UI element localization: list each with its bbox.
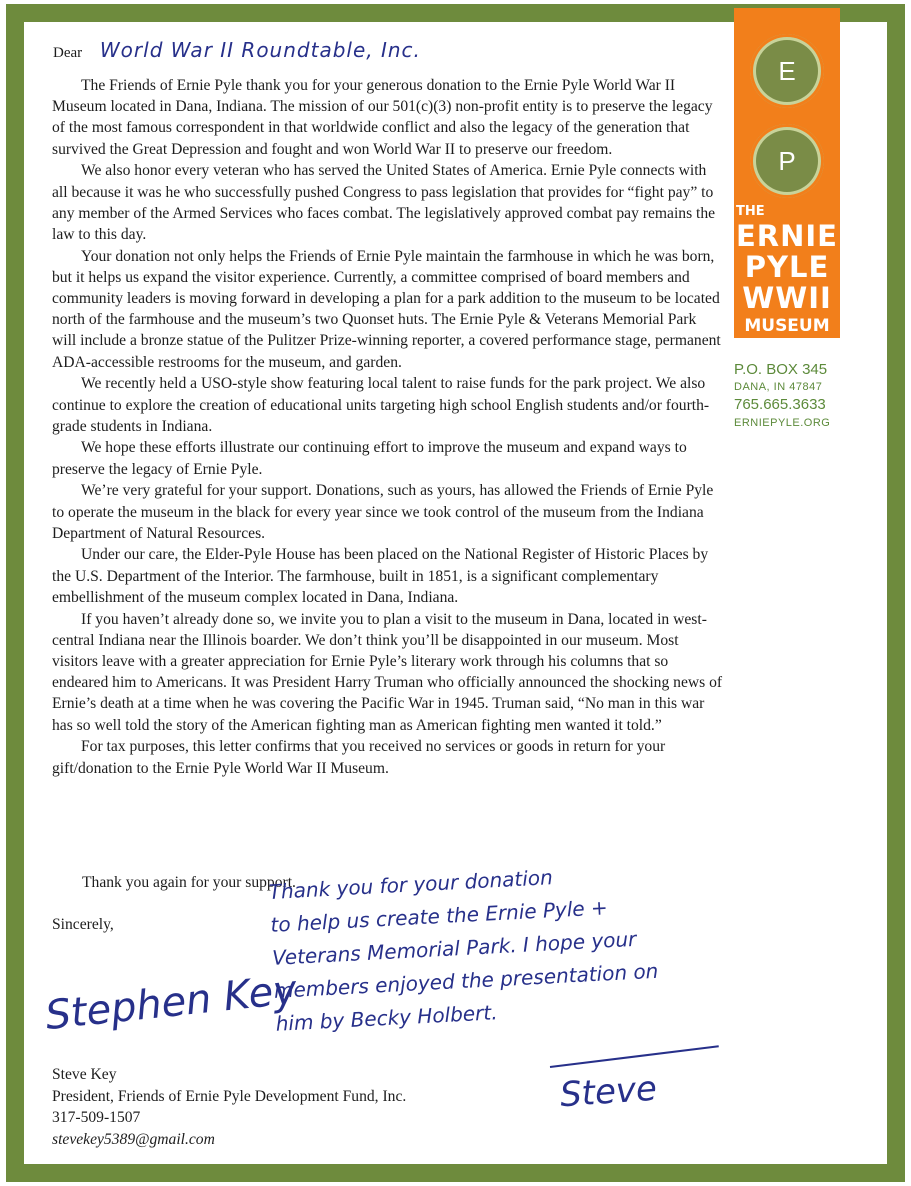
signature-short: Steve bbox=[558, 1068, 659, 1116]
museum-website: ERNIEPYLE.ORG bbox=[734, 417, 831, 429]
paragraph-veterans: We also honor every veteran who has served the United States of America. Ernie Pyle connects with all because it was he who successfully pushed Congress to pass legislation that provides for “fight pay” to any member of the Armed Services who faces combat. The legislatively approved combat pay remains the law to this day. bbox=[52, 162, 716, 243]
museum-wordmark bbox=[734, 204, 840, 338]
wordmark-museum: MUSEUM bbox=[744, 316, 830, 336]
handwritten-addressee: World War II Roundtable, Inc. bbox=[99, 38, 421, 62]
wordmark-pyle: PYLE bbox=[744, 250, 830, 284]
note-line: members enjoyed the presentation on bbox=[273, 958, 659, 1003]
paragraph-visit: If you haven’t already done so, we invite you to plan a visit to the museum in Dana, located in west-central Indiana near the Illinois boarder. We don’t think you’ll be disappointed in our museum. Most visitors leave with a greater appreciation for Ernie Pyle’s literary work through his columns that so endeared him to Americans. It was President Harry Truman who officially announced the shocking news of Ernie’s death at a time when he was covering the Pacific War in 1945. Truman said, “No man in this war has so well told the story of the American fighting man as American fighting men wanted it told.” bbox=[52, 610, 723, 734]
signer-email[interactable]: stevekey5389@gmail.com bbox=[52, 1130, 215, 1148]
note-line: Thank you for your donation bbox=[268, 865, 554, 904]
wordmark-wwii: WWII bbox=[742, 281, 832, 315]
salutation-dear: Dear bbox=[53, 45, 83, 61]
paragraph-register: Under our care, the Elder-Pyle House has been placed on the National Register of Historic Places by the U.S. Department of the Interior. The farmhouse, built in 1851, is a significant complementary embellishment of the museum complex located in Dana, Indiana. bbox=[52, 546, 709, 606]
signature-full: Stephen Key bbox=[43, 966, 299, 1040]
paragraph-mission: The Friends of Ernie Pyle thank you for your generous donation to the Ernie Pyle World War II Museum located in Dana, Indiana. The mission of our 501(c)(3) non-profit entity is to preserve the legacy of the most famous correspondent in that worldwide conflict and also the legacy of the generation that survived the Great Depression and fought and won World War II to preserve our freedom. bbox=[52, 77, 713, 158]
signer-name: Steve Key bbox=[52, 1066, 117, 1083]
paragraph-efforts: We hope these efforts illustrate our continuing effort to improve the museum and expand ways to preserve the legacy of Ernie Pyle. bbox=[52, 439, 687, 478]
museum-logo-panel bbox=[734, 8, 840, 338]
wordmark-ernie: ERNIE bbox=[735, 219, 838, 253]
po-box: P.O. BOX 345 bbox=[734, 361, 828, 378]
wordmark-the: THE bbox=[736, 204, 765, 219]
paragraph-gratitude: We’re very grateful for your support. Donations, such as yours, has allowed the Friends of Ernie Pyle to operate the museum in the black for every year since we took control of the museum from the Indiana Department of Natural Resources. bbox=[52, 482, 714, 542]
handwritten-note bbox=[268, 851, 746, 1040]
paragraph-tax: For tax purposes, this letter confirms that you received no services or goods in return for your gift/donation to the Ernie Pyle World War II Museum. bbox=[52, 738, 666, 777]
salutation-line bbox=[53, 38, 421, 62]
letter-body bbox=[52, 75, 724, 779]
logo-circle-p: P bbox=[750, 124, 824, 198]
paragraph-uso-show: We recently held a USO-style show featuring local talent to raise funds for the park project. We also continue to explore the creation of educational units targeting high school English students and/or fourth-grade students in Indiana. bbox=[52, 375, 710, 435]
note-line: Veterans Memorial Park. I hope your bbox=[271, 926, 637, 970]
paragraph-donation: Your donation not only helps the Friends of Ernie Pyle maintain the farmhouse in which he was born, but it helps us expand the visitor experience. Currently, a committee comprised of board members and community leaders is moving forward in developing a plan for a park addition to the museum to be located north of the farmhouse and the museum’s two Quonset huts. The Ernie Pyle & Veterans Memorial Park will include a bronze statue of the Pulitzer Prize-winning reporter, a covered performance stage, permanent ADA-accessible restrooms for the museum, and garden. bbox=[52, 247, 721, 371]
note-line: him by Becky Holbert. bbox=[275, 1000, 499, 1036]
sign-off: Sincerely, bbox=[52, 916, 114, 933]
signer-block bbox=[52, 1064, 406, 1150]
closing-thanks: Thank you again for your support. bbox=[82, 874, 296, 891]
signer-phone: 317-509-1507 bbox=[52, 1109, 141, 1126]
city-state-zip: DANA, IN 47847 bbox=[734, 381, 823, 393]
logo-circle-e: E bbox=[750, 34, 824, 108]
museum-phone: 765.665.3633 bbox=[734, 396, 826, 413]
note-line: to help us create the Ernie Pyle + bbox=[269, 895, 609, 937]
museum-contact-block bbox=[734, 360, 854, 430]
signer-title: President, Friends of Ernie Pyle Development Fund, Inc. bbox=[52, 1087, 407, 1105]
